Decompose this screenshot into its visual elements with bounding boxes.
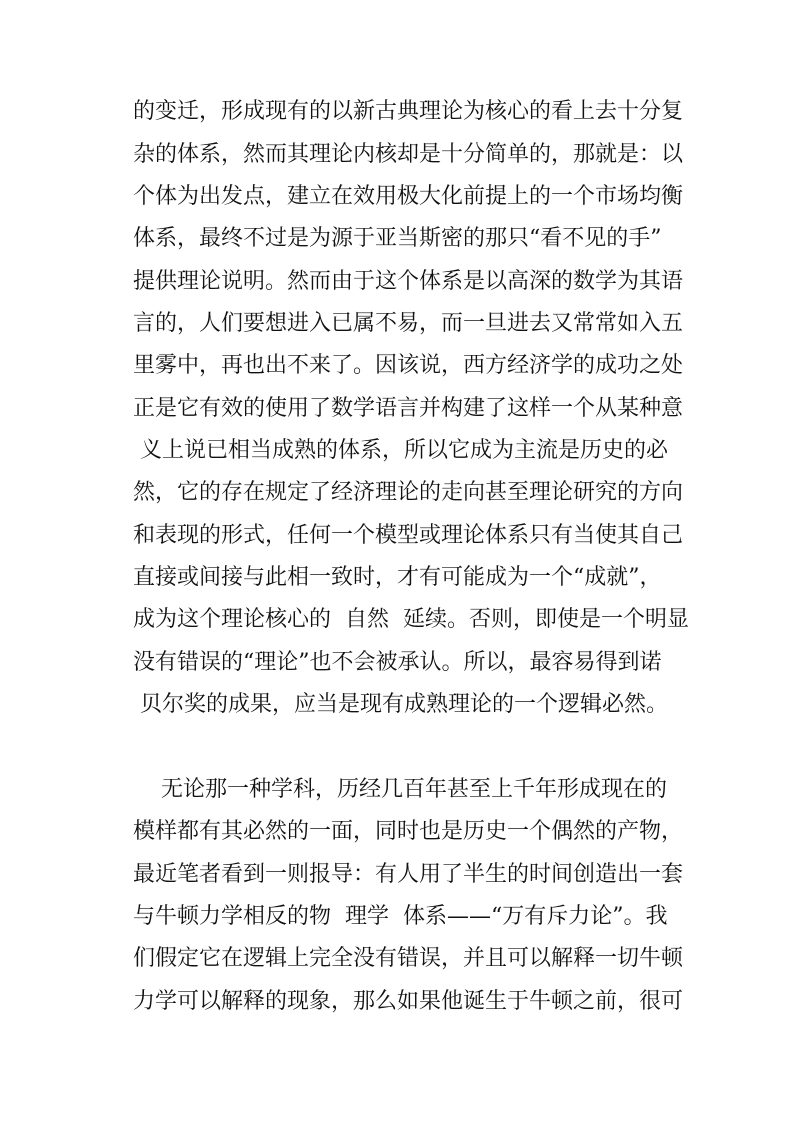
paragraph-line: 没有错误的“理论”也不会被承认。所以，最容易得到诺 <box>133 650 662 675</box>
paragraph-line: 无论那一种学科，历经几百年甚至上千年形成现在的 <box>133 777 667 802</box>
paragraph-line: 成为这个理论核心的 自然 延续。否则，即使是一个明显 <box>133 607 689 632</box>
paragraph-line: 提供理论说明。然而由于这个体系是以高深的数学为其语 <box>133 269 684 294</box>
paragraph-line: 里雾中，再也出不来了。因该说，西方经济学的成功之处 <box>133 353 684 378</box>
paragraph-line: 的变迁，形成现有的以新古典理论为核心的看上去十分复 <box>133 99 684 124</box>
paragraph-line: 和表现的形式，任何一个模型或理论体系只有当使其自己 <box>133 523 684 548</box>
paragraph-line: 杂的体系，然而其理论内核却是十分简单的，那就是：以 <box>133 142 684 167</box>
paragraph-line: 模样都有其必然的一面，同时也是历史一个偶然的产物， <box>133 819 684 844</box>
paragraph-line: 义上说已相当成熟的体系，所以它成为主流是历史的必 <box>133 438 668 463</box>
paragraph-line: 个体为出发点，建立在效用极大化前提上的一个市场均衡 <box>133 184 684 209</box>
paragraph-line: 言的，人们要想进入已属不易，而一旦进去又常常如入五 <box>133 311 684 336</box>
paragraph-line: 们假定它在逻辑上完全没有错误，并且可以解释一切牛顿 <box>133 946 684 971</box>
paragraph-line: 与牛顿力学相反的物 理学 体系——“万有斥力论”。我 <box>133 904 668 929</box>
paragraph-line: 贝尔奖的成果，应当是现有成熟理论的一个逻辑必然。 <box>133 692 668 717</box>
paragraph-line: 正是它有效的使用了数学语言并构建了这样一个从某种意 <box>133 396 684 421</box>
paragraph-line: 然，它的存在规定了经济理论的走向甚至理论研究的方向 <box>133 480 684 505</box>
paragraph-line: 力学可以解释的现象，那么如果他诞生于牛顿之前，很可 <box>133 989 684 1014</box>
paragraph-line: 最近笔者看到一则报导：有人用了半生的时间创造出一套 <box>133 862 684 887</box>
paragraph-line: 直接或间接与此相一致时，才有可能成为一个“成就”， <box>133 565 662 590</box>
paragraph-line: 体系，最终不过是为源于亚当斯密的那只“看不见的手” <box>133 226 662 251</box>
